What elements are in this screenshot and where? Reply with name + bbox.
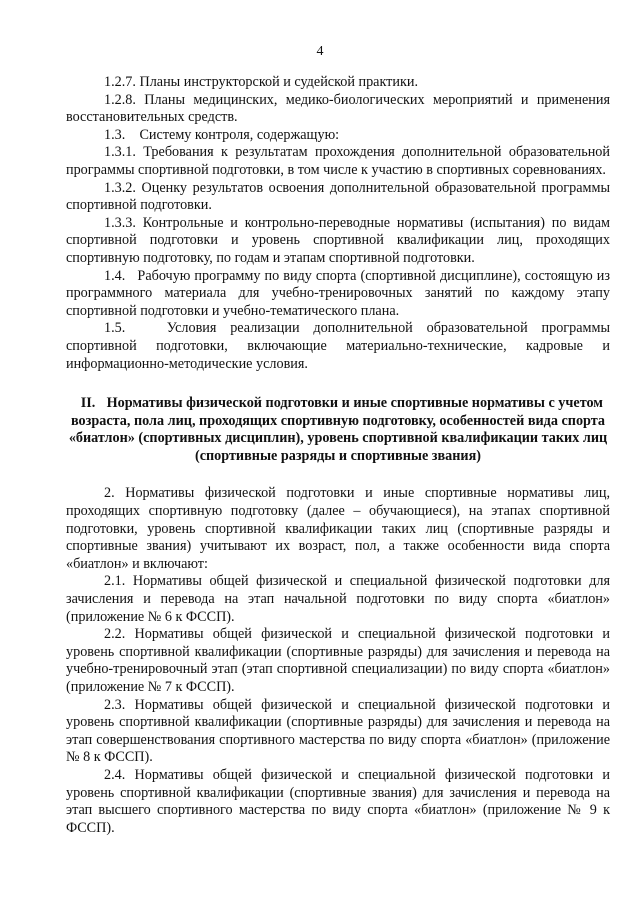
paragraph-1-3: 1.3. Систему контроля, содержащую:	[104, 126, 340, 143]
paragraph-1-3-1: 1.3.1. Требования к результатам прохождения дополнительной образовательной программы спортивной подготовки, в том числе к участию в спортивных соревнованиях.	[66, 144, 610, 178]
paragraph-1-3-3: 1.3.3. Контрольные и контрольно-переводные нормативы (испытания) по видам спортивной подготовки и уровень спортивной квалификации лиц, проходящих спортивную подготовку, по годам и этапам спортивной подготовки.	[66, 214, 610, 266]
section-number: II.	[80, 395, 96, 412]
paragraph-1-2-8: 1.2.8. Планы медицинских, медико-биологических мероприятий и применения восстановительных средств.	[66, 91, 610, 126]
section-heading	[66, 395, 610, 465]
paragraph-2-2: 2.2. Нормативы общей физической и специальной физической подготовки и уровень спортивной квалификации (спортивные разряды) для зачисления и перевода на учебно-тренировочный этап (этап спортивной специализации) по виду спорта «биатлон» (приложение № 7 к ФССП).	[66, 626, 610, 695]
paragraph-2-4: 2.4. Нормативы общей физической и специальной физической подготовки и уровень спортивной квалификации (спортивные звания) для зачисления и перевода на этап высшего спортивного мастерства по виду спорта «биатлон» (приложение № 9 к ФССП).	[66, 766, 610, 836]
page-number: 4	[316, 44, 324, 59]
paragraph-2-1: 2.1. Нормативы общей физической и специальной физической подготовки для зачисления и перевода на этап начальной подготовки по виду спорта «биатлон» (приложение № 6 к ФССП).	[66, 573, 610, 625]
paragraph-2: 2. Нормативы физической подготовки и иные спортивные нормативы лиц, проходящих спортивную подготовку (далее – обучающиеся), на этапах спортивной подготовки, уровень спортивной квалификации таких лиц (спортивные разряды и спортивные звания) учитывают их возраст, пол, а также особенности вида спорта «биатлон» и включают:	[66, 485, 610, 572]
document-body	[66, 74, 610, 837]
section-title: Нормативы физической подготовки и иные спортивные нормативы с учетом возраста, пола лиц, проходящих спортивную подготовку, особенностей вида спорта «биатлон» (спортивных дисциплин), уровень спортивной квалификации таких лиц (спортивные разряды и спортивные звания)	[68, 395, 608, 464]
paragraph-1-5: 1.5. Условия реализации дополнительной образовательной программы спортивной подготовки, включающие материально-технические, кадровые и информационно-методические условия.	[66, 320, 610, 372]
paragraph-1-4: 1.4. Рабочую программу по виду спорта (спортивной дисциплине), состоящую из программного материала для учебно-тренировочных занятий по каждому этапу спортивной подготовки и учебно-тематического плана.	[66, 267, 610, 319]
paragraph-1-2-7: 1.2.7. Планы инструкторской и судейской практики.	[104, 74, 418, 90]
paragraph-2-3: 2.3. Нормативы общей физической и специальной физической подготовки и уровень спортивной квалификации (спортивные разряды) для зачисления и перевода на этап совершенствования спортивного мастерства по виду спорта «биатлон» (приложение № 8 к ФССП).	[66, 696, 610, 766]
paragraph-1-3-2: 1.3.2. Оценку результатов освоения дополнительной образовательной программы спортивной подготовки.	[66, 179, 610, 214]
